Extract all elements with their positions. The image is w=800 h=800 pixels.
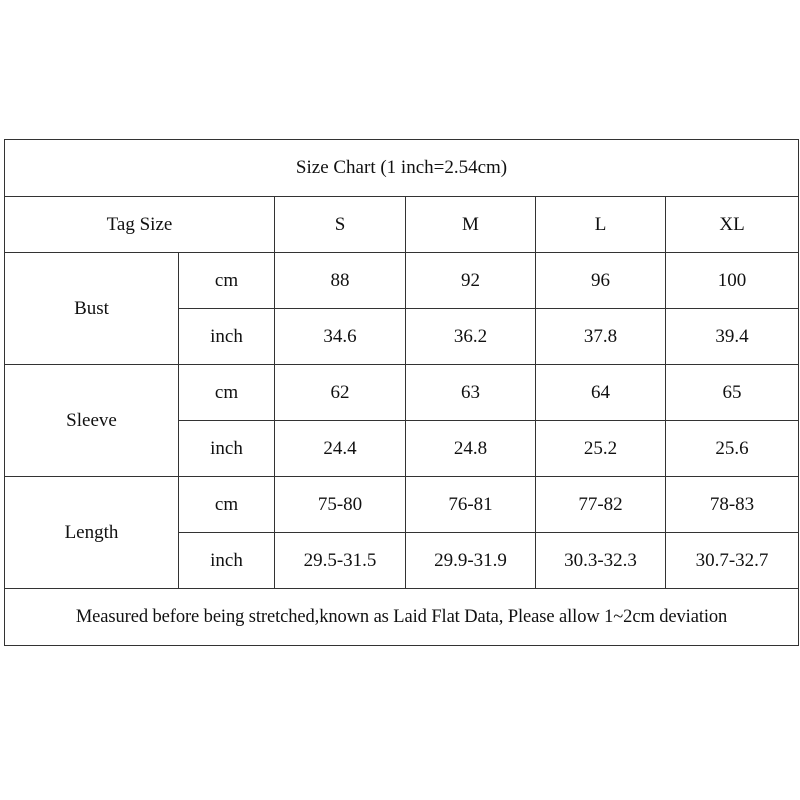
value-cell: 62 [275,365,406,421]
size-header-l: L [536,197,666,253]
size-chart-table [4,139,799,646]
header-row [5,197,799,253]
value-cell: 64 [536,365,666,421]
measurement-label-sleeve: Sleeve [5,365,179,477]
value-cell: 100 [666,253,799,309]
measurement-label-length: Length [5,477,179,589]
value-cell: 76-81 [406,477,536,533]
unit-cell: cm [179,477,275,533]
unit-cell: cm [179,365,275,421]
value-cell: 29.5-31.5 [275,533,406,589]
unit-cell: inch [179,421,275,477]
size-header-xl: XL [666,197,799,253]
value-cell: 88 [275,253,406,309]
table-row [5,477,799,533]
value-cell: 24.8 [406,421,536,477]
value-cell: 39.4 [666,309,799,365]
value-cell: 65 [666,365,799,421]
value-cell: 77-82 [536,477,666,533]
value-cell: 37.8 [536,309,666,365]
value-cell: 30.3-32.3 [536,533,666,589]
unit-cell: cm [179,253,275,309]
deviation-note: Measured before being stretched,known as Laid Flat Data, Please allow 1~2cm deviation [5,589,799,646]
value-cell: 24.4 [275,421,406,477]
size-header-s: S [275,197,406,253]
value-cell: 92 [406,253,536,309]
value-cell: 96 [536,253,666,309]
chart-title: Size Chart (1 inch=2.54cm) [5,140,799,197]
value-cell: 25.2 [536,421,666,477]
unit-cell: inch [179,309,275,365]
value-cell: 78-83 [666,477,799,533]
table-row [5,253,799,309]
value-cell: 34.6 [275,309,406,365]
table-row [5,365,799,421]
measurement-label-bust: Bust [5,253,179,365]
note-row [5,589,799,646]
value-cell: 63 [406,365,536,421]
unit-cell: inch [179,533,275,589]
size-header-m: M [406,197,536,253]
value-cell: 75-80 [275,477,406,533]
value-cell: 36.2 [406,309,536,365]
value-cell: 29.9-31.9 [406,533,536,589]
title-row [5,140,799,197]
tag-size-label: Tag Size [5,197,275,253]
value-cell: 25.6 [666,421,799,477]
value-cell: 30.7-32.7 [666,533,799,589]
